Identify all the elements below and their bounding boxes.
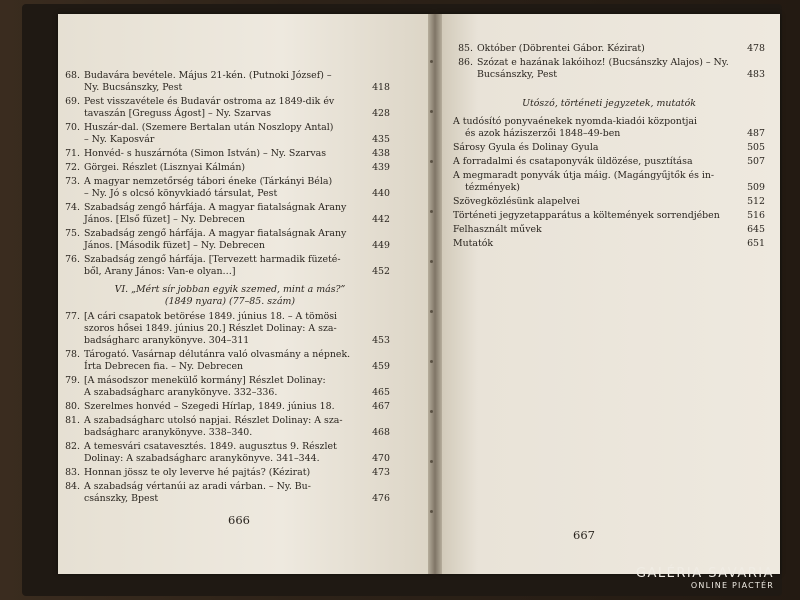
entry-page-number: 470 [372,453,390,464]
entry-title-line: Görgei. Részlet (Lisznyai Kálmán) [84,162,246,173]
entry-title-line: és azok háziszerzői 1848–49-ben [465,128,621,139]
entry-title-line: A szabadságharc aranykönyve. 332–336. [84,387,278,398]
entry-title-line: Budavára bevétele. Május 21-kén. (Putnoki József) – [84,70,332,81]
entry-page-number: 516 [747,210,765,221]
entry-title-line: A temesvári csatavesztés. 1849. augusztus 9. Részlet [84,441,337,452]
left-page-number: 666 [228,513,250,527]
entry-title-line: Bucsánszky, Pest [477,69,558,80]
entry-title-line: A megmaradt ponyvák útja máig. (Magángyűjtők és in- [453,170,715,181]
entry-page-number: 483 [747,69,765,80]
entry-title-line: Honvéd- s huszárnóta (Simon István) – Ny. Szarvas [84,148,327,159]
watermark-line-2: ONLINE PIACTÉR [690,581,774,590]
entry-title-line: A szabadság vértanúi az aradi várban. – Ny. Bu- [84,481,311,492]
entry-title-line: Történeti jegyzetapparátus a költemények sorrendjében [453,210,720,221]
entry-page-number: 428 [372,108,390,119]
binding-stitch [430,310,433,313]
entry-page-number: 440 [372,188,390,199]
entry-page-number: 453 [372,335,390,346]
right-page-number: 667 [573,528,595,542]
entry-number: 84. [65,481,80,492]
entry-page-number: 512 [747,196,765,207]
entry-title-line: A magyar nemzetőrség tábori éneke (Tárkányi Béla) [84,176,333,187]
binding-stitch [430,510,433,513]
entry-page-number: 449 [372,240,390,251]
binding-stitch [430,410,433,413]
entry-title-line: Szerelmes honvéd – Szegedi Hírlap, 1849. június 18. [84,401,335,412]
entry-number: 69. [65,96,80,107]
entry-page-number: 439 [372,162,390,173]
entry-title-line: [A cári csapatok betörése 1849. június 18. – A tömösi [84,311,338,322]
entry-title-line: A tudósító ponyvaénekek nyomda-kiadói központjai [453,116,698,127]
entry-title-line: – Ny. Jó s olcsó könyvkiadó társulat, Pest [84,188,278,199]
entry-title-line: Október (Döbrentei Gábor. Kézirat) [477,43,645,54]
entry-page-number: 478 [747,43,765,54]
entry-title-line: Szabadság zengő hárfája. A magyar fiatalságnak Arany [84,228,347,239]
entry-number: 73. [65,176,80,187]
entry-number: 80. [65,401,80,412]
entry-title-line: Sárosy Gyula és Dolinay Gyula [453,142,599,153]
entry-number: 68. [65,70,80,81]
entry-page-number: 476 [372,493,390,504]
entry-title-line: János. [Második füzet] – Ny. Debrecen [84,240,265,251]
entry-title-line: Ny. Bucsánszky, Pest [84,82,183,93]
entry-page-number: 651 [747,238,765,249]
entry-title-line: Szabadság zengő hárfája. [Tervezett harmadik füzeté- [84,254,341,265]
entry-title-line: Tárogató. Vasárnap délutánra való olvasmány a népnek. [84,349,351,360]
entry-title-line: Felhasznált művek [453,224,542,235]
entry-title-line: Dolinay: A szabadságharc aranykönyve. 341–344. [84,453,320,464]
section-title: VI. „Mért sír jobban egyik szemed, mint a más?” [114,284,346,295]
entry-title-line: János. [Első füzet] – Ny. Debrecen [84,214,245,225]
entry-title-line: Honnan jössz te oly leverve hé pajtás? (Kézirat) [84,467,311,478]
entry-number: 75. [65,228,80,239]
watermark [636,566,774,590]
watermark-line-1: GALÉRIA SAVARIA [635,566,774,581]
entry-title-line: csánszky, Bpest [84,493,159,504]
binding-stitch [430,460,433,463]
right-section-title: Utószó, történeti jegyzetek, mutatók [522,98,696,109]
entry-page-number: 418 [372,82,390,93]
book-gutter [428,14,442,574]
entry-title-line: tézmények) [465,182,520,193]
entry-title-line: Pest visszavétele és Budavár ostroma az 1849-dik év [84,96,335,107]
entry-page-number: 645 [747,224,765,235]
binding-stitch [430,110,433,113]
entry-page-number: 467 [372,401,390,412]
entry-number: 70. [65,122,80,133]
entry-title-line: tavaszán [Greguss Ágost] – Ny. Szarvas [84,108,272,119]
entry-number: 86. [458,57,473,68]
entry-page-number: 438 [372,148,390,159]
entry-page-number: 465 [372,387,390,398]
entry-title-line: Szózat e hazának lakóihoz! (Bucsánszky Alajos) – Ny. [477,57,729,68]
entry-title-line: Huszár-dal. (Szemere Bertalan után Noszlopy Antal) [84,122,334,133]
binding-stitch [430,260,433,263]
entry-number: 83. [65,467,80,478]
entry-title-line: Írta Debrecen fia. – Ny. Debrecen [84,361,244,372]
entry-page-number: 505 [747,142,765,153]
binding-stitch [430,360,433,363]
binding-stitch [430,210,433,213]
section-subtitle: (1849 nyara) (77–85. szám) [164,296,296,307]
entry-page-number: 435 [372,134,390,145]
entry-number: 72. [65,162,80,173]
entry-title-line: ből, Arany János: Van-e olyan…] [84,266,236,277]
entry-title-line: Szabadság zengő hárfája. A magyar fiatalságnak Arany [84,202,347,213]
entry-title-line: Szövegközlésünk alapelvei [453,196,580,207]
entry-page-number: 509 [747,182,765,193]
entry-title-line: szoros hősei 1849. június 20.] Részlet Dolinay: A sza- [84,323,337,334]
entry-title-line: – Ny. Kaposvár [84,134,155,145]
entry-page-number: 507 [747,156,765,167]
entry-number: 78. [65,349,80,360]
entry-page-number: 487 [747,128,765,139]
entry-page-number: 452 [372,266,390,277]
entry-number: 71. [65,148,80,159]
entry-number: 76. [65,254,80,265]
entry-title-line: badságharc aranykönyve. 338–340. [84,427,253,438]
entry-title-line: badságharc aranykönyve. 304–311 [84,335,250,346]
entry-title-line: A forradalmi és csataponyvák üldözése, pusztítása [453,156,693,167]
entry-number: 74. [65,202,80,213]
entry-page-number: 459 [372,361,390,372]
entry-number: 81. [65,415,80,426]
entry-page-number: 442 [372,214,390,225]
entry-number: 82. [65,441,80,452]
entry-number: 85. [458,43,473,54]
binding-stitch [430,60,433,63]
entry-number: 77. [65,311,80,322]
entry-title-line: [A másodszor menekülő kormány] Részlet Dolinay: [84,375,326,386]
entry-page-number: 468 [372,427,390,438]
binding-stitch [430,160,433,163]
entry-page-number: 473 [372,467,390,478]
entry-title-line: Mutatók [453,238,494,249]
entry-number: 79. [65,375,80,386]
entry-title-line: A szabadságharc utolsó napjai. Részlet Dolinay: A sza- [84,415,343,426]
